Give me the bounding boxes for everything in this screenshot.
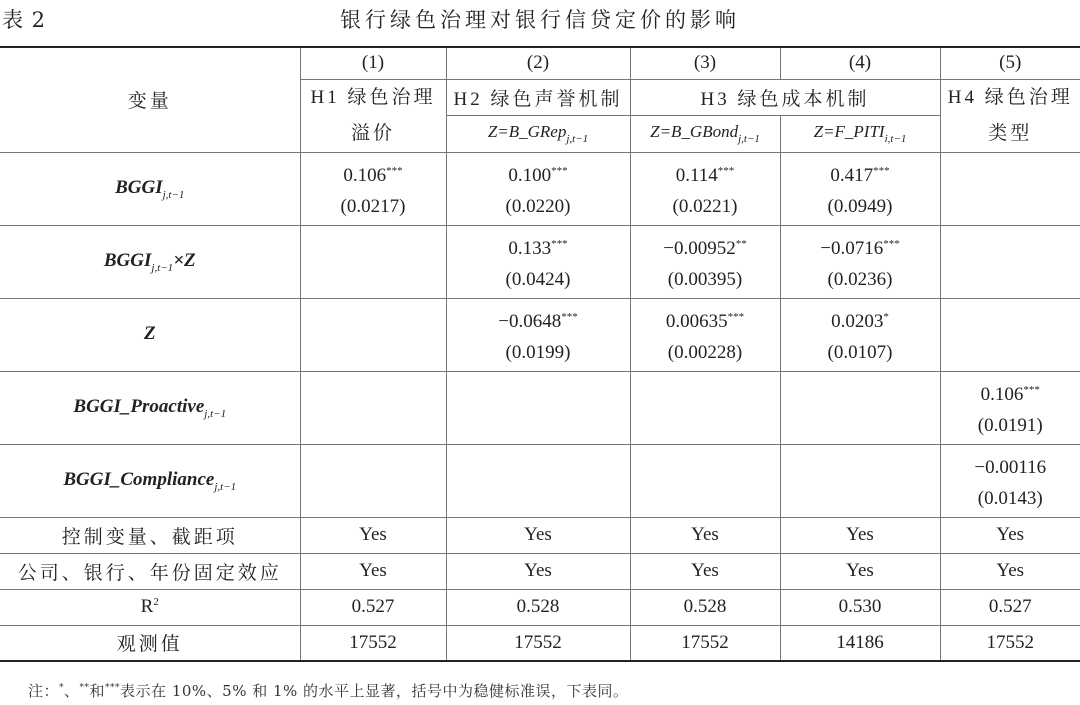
cell: 0.00635*** (0.00228) [630,298,780,371]
cell [630,371,780,444]
cell: Yes [300,553,446,589]
row-bggi-proactive [0,371,1080,444]
header-h4: H4 绿色治理 类型 [940,79,1080,152]
cell: 0.106*** (0.0191) [940,371,1080,444]
row-label: 观测值 [0,625,300,661]
cell: −0.00952** (0.00395) [630,225,780,298]
col-num-3: (3) [630,47,780,79]
cell: −0.0716*** (0.0236) [780,225,940,298]
cell [446,444,630,517]
cell [446,371,630,444]
cell [940,152,1080,225]
cell: 0.106*** (0.0217) [300,152,446,225]
col-num-2: (2) [446,47,630,79]
cell: 0.528 [446,589,630,625]
table-note: 注：*、**和***表示在 10%、5% 和 1% 的水平上显著，括号中为稳健标准误，下表同。 [28,682,629,700]
cell [940,298,1080,371]
table-number: 表 2 [2,8,47,32]
header-row-numbers [0,47,1080,79]
cell: 0.528 [630,589,780,625]
cell: Yes [940,553,1080,589]
cell: 0.417*** (0.0949) [780,152,940,225]
cell: 17552 [940,625,1080,661]
cell: 14186 [780,625,940,661]
cell [630,444,780,517]
cell: 17552 [630,625,780,661]
col-num-5: (5) [940,47,1080,79]
header-h1: H1 绿色治理 溢价 [300,79,446,152]
cell: 0.530 [780,589,940,625]
cell: Yes [630,553,780,589]
cell [780,371,940,444]
cell [300,444,446,517]
cell: 0.133*** (0.0424) [446,225,630,298]
cell: −0.00116 (0.0143) [940,444,1080,517]
row-label: 控制变量、截距项 [0,517,300,553]
cell: 0.527 [940,589,1080,625]
cell [940,225,1080,298]
header-variable: 变量 [0,47,300,152]
col-num-1: (1) [300,47,446,79]
cell: Yes [446,553,630,589]
cell: 17552 [300,625,446,661]
var-label: BGGI_Proactive$_{j,t-1}$ [0,371,300,444]
header-z3: Z=B_GBond$_{j,t-1}$ [630,116,780,153]
regression-table [0,46,1080,662]
row-fixed-effects [0,553,1080,589]
row-controls [0,517,1080,553]
cell: 17552 [446,625,630,661]
cell: 0.100*** (0.0220) [446,152,630,225]
row-bggi-x-z [0,225,1080,298]
cell: Yes [780,553,940,589]
cell [300,225,446,298]
header-z4: $Z=F\_PITI_{i,t-1}$ [780,116,940,153]
cell [300,298,446,371]
cell: 0.527 [300,589,446,625]
cell: 0.114*** (0.0221) [630,152,780,225]
header-h3: H3 绿色成本机制 [630,79,940,116]
cell: Yes [446,517,630,553]
row-bggi [0,152,1080,225]
row-z [0,298,1080,371]
cell [300,371,446,444]
cell: Yes [630,517,780,553]
row-bggi-compliance [0,444,1080,517]
cell: Yes [780,517,940,553]
cell: Yes [300,517,446,553]
row-label: 公司、银行、年份固定效应 [0,553,300,589]
var-label: BGGI_Compliance$_{j,t-1}$ [0,444,300,517]
row-r2 [0,589,1080,625]
table-title: 银行绿色治理对银行信贷定价的影响 [340,8,740,32]
cell: Yes [940,517,1080,553]
cell: −0.0648*** (0.0199) [446,298,630,371]
col-num-4: (4) [780,47,940,79]
cell: 0.0203* (0.0107) [780,298,940,371]
row-label: $R^2$ [0,589,300,625]
var-label: Z [0,298,300,371]
row-observations [0,625,1080,661]
var-label: $BGGI_{j,t-1}$ [0,152,300,225]
var-label: $BGGI_{j,t-1}\times Z$ [0,225,300,298]
cell [780,444,940,517]
header-z2: Z=B_GRep$_{j,t-1}$ [446,116,630,153]
header-h2: H2 绿色声誉机制 [446,79,630,116]
